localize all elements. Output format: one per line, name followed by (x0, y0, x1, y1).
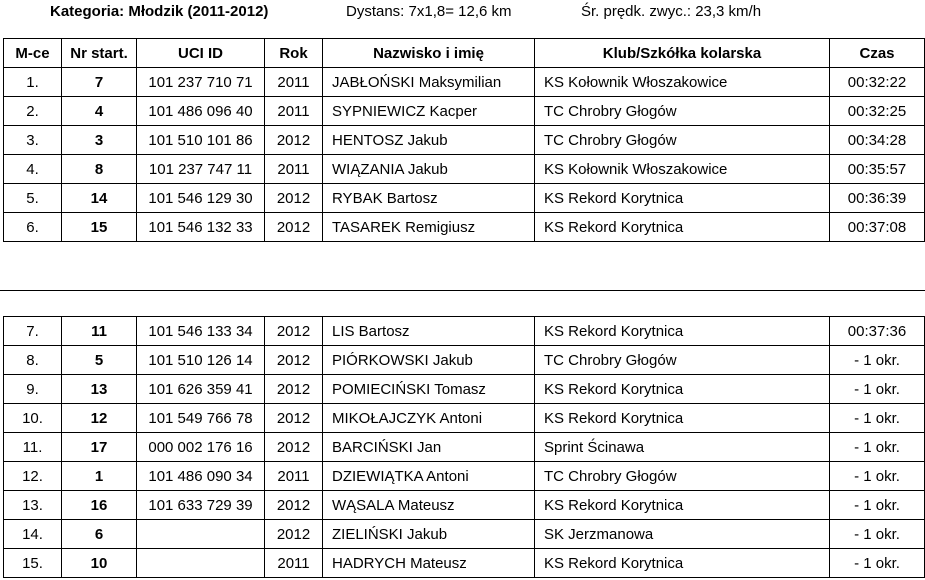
club-cell: KS Rekord Korytnica (535, 549, 830, 578)
year-cell: 2012 (265, 346, 323, 375)
category-label: Kategoria: Młodzik (2011-2012) (50, 3, 269, 20)
time-cell: 00:37:08 (830, 213, 925, 242)
year-cell: 2012 (265, 375, 323, 404)
start-number-cell: 14 (62, 184, 137, 213)
table-row (4, 404, 925, 433)
table-row (4, 346, 925, 375)
distance-label: Dystans: 7x1,8= 12,6 km (346, 3, 512, 20)
time-cell: - 1 okr. (830, 491, 925, 520)
year-cell: 2012 (265, 404, 323, 433)
table-row (4, 317, 925, 346)
time-cell: - 1 okr. (830, 462, 925, 491)
position-cell: 9. (4, 375, 62, 404)
position-cell: 10. (4, 404, 62, 433)
position-cell: 3. (4, 126, 62, 155)
rider-name-cell: PIÓRKOWSKI Jakub (323, 346, 535, 375)
time-cell: - 1 okr. (830, 404, 925, 433)
club-cell: TC Chrobry Głogów (535, 126, 830, 155)
start-number-cell: 15 (62, 213, 137, 242)
table-row (4, 549, 925, 578)
club-cell: KS Rekord Korytnica (535, 317, 830, 346)
rider-name-cell: WĄSALA Mateusz (323, 491, 535, 520)
table-body-bottom (4, 317, 925, 578)
rider-name-cell: LIS Bartosz (323, 317, 535, 346)
start-number-cell: 7 (62, 68, 137, 97)
club-cell: KS Rekord Korytnica (535, 491, 830, 520)
time-cell: - 1 okr. (830, 346, 925, 375)
uci-id-cell: 101 486 096 40 (137, 97, 265, 126)
col-header-position: M-ce (4, 39, 62, 68)
time-cell: 00:36:39 (830, 184, 925, 213)
uci-id-cell: 000 002 176 16 (137, 433, 265, 462)
uci-id-cell: 101 546 133 34 (137, 317, 265, 346)
start-number-cell: 16 (62, 491, 137, 520)
rider-name-cell: WIĄZANIA Jakub (323, 155, 535, 184)
position-cell: 1. (4, 68, 62, 97)
uci-id-cell: 101 237 747 11 (137, 155, 265, 184)
year-cell: 2012 (265, 520, 323, 549)
time-cell: - 1 okr. (830, 375, 925, 404)
rider-name-cell: HADRYCH Mateusz (323, 549, 535, 578)
start-number-cell: 10 (62, 549, 137, 578)
club-cell: KS Kołownik Włoszakowice (535, 68, 830, 97)
position-cell: 2. (4, 97, 62, 126)
uci-id-cell: 101 486 090 34 (137, 462, 265, 491)
table-row (4, 126, 925, 155)
year-cell: 2012 (265, 213, 323, 242)
position-cell: 6. (4, 213, 62, 242)
uci-id-cell (137, 520, 265, 549)
time-cell: 00:32:22 (830, 68, 925, 97)
col-header-uci-id: UCI ID (137, 39, 265, 68)
table-row (4, 68, 925, 97)
club-cell: KS Rekord Korytnica (535, 404, 830, 433)
year-cell: 2012 (265, 184, 323, 213)
position-cell: 11. (4, 433, 62, 462)
club-cell: TC Chrobry Głogów (535, 346, 830, 375)
start-number-cell: 12 (62, 404, 137, 433)
uci-id-cell: 101 237 710 71 (137, 68, 265, 97)
year-cell: 2012 (265, 317, 323, 346)
uci-id-cell: 101 546 129 30 (137, 184, 265, 213)
time-cell: 00:35:57 (830, 155, 925, 184)
year-cell: 2011 (265, 155, 323, 184)
club-cell: KS Kołownik Włoszakowice (535, 155, 830, 184)
rider-name-cell: ZIELIŃSKI Jakub (323, 520, 535, 549)
start-number-cell: 11 (62, 317, 137, 346)
time-cell: - 1 okr. (830, 433, 925, 462)
table-row (4, 433, 925, 462)
start-number-cell: 4 (62, 97, 137, 126)
position-cell: 8. (4, 346, 62, 375)
uci-id-cell: 101 633 729 39 (137, 491, 265, 520)
year-cell: 2011 (265, 549, 323, 578)
position-cell: 7. (4, 317, 62, 346)
position-cell: 13. (4, 491, 62, 520)
position-cell: 14. (4, 520, 62, 549)
col-header-year: Rok (265, 39, 323, 68)
time-cell: 00:34:28 (830, 126, 925, 155)
club-cell: KS Rekord Korytnica (535, 184, 830, 213)
year-cell: 2011 (265, 97, 323, 126)
col-header-time: Czas (830, 39, 925, 68)
rider-name-cell: TASAREK Remigiusz (323, 213, 535, 242)
rider-name-cell: HENTOSZ Jakub (323, 126, 535, 155)
year-cell: 2011 (265, 462, 323, 491)
table-row (4, 491, 925, 520)
club-cell: KS Rekord Korytnica (535, 213, 830, 242)
position-cell: 5. (4, 184, 62, 213)
rider-name-cell: MIKOŁAJCZYK Antoni (323, 404, 535, 433)
year-cell: 2011 (265, 68, 323, 97)
start-number-cell: 3 (62, 126, 137, 155)
rider-name-cell: POMIECIŃSKI Tomasz (323, 375, 535, 404)
position-cell: 4. (4, 155, 62, 184)
table-row (4, 462, 925, 491)
page-break-divider (0, 290, 925, 291)
avg-speed-label: Śr. prędk. zwyc.: 23,3 km/h (581, 3, 762, 20)
year-cell: 2012 (265, 126, 323, 155)
uci-id-cell: 101 546 132 33 (137, 213, 265, 242)
start-number-cell: 8 (62, 155, 137, 184)
time-cell: 00:37:36 (830, 317, 925, 346)
club-cell: TC Chrobry Głogów (535, 97, 830, 126)
start-number-cell: 13 (62, 375, 137, 404)
start-number-cell: 1 (62, 462, 137, 491)
start-number-cell: 5 (62, 346, 137, 375)
table-row (4, 184, 925, 213)
results-table-bottom (3, 316, 925, 578)
rider-name-cell: RYBAK Bartosz (323, 184, 535, 213)
time-cell: - 1 okr. (830, 520, 925, 549)
uci-id-cell: 101 510 126 14 (137, 346, 265, 375)
start-number-cell: 17 (62, 433, 137, 462)
rider-name-cell: SYPNIEWICZ Kacper (323, 97, 535, 126)
table-row (4, 375, 925, 404)
uci-id-cell (137, 549, 265, 578)
table-body-top (4, 68, 925, 242)
rider-name-cell: BARCIŃSKI Jan (323, 433, 535, 462)
col-header-name: Nazwisko i imię (323, 39, 535, 68)
uci-id-cell: 101 510 101 86 (137, 126, 265, 155)
club-cell: KS Rekord Korytnica (535, 375, 830, 404)
table-row (4, 213, 925, 242)
start-number-cell: 6 (62, 520, 137, 549)
col-header-start-number: Nr start. (62, 39, 137, 68)
time-cell: - 1 okr. (830, 549, 925, 578)
club-cell: SK Jerzmanowa (535, 520, 830, 549)
year-cell: 2012 (265, 491, 323, 520)
results-header (0, 0, 925, 28)
position-cell: 15. (4, 549, 62, 578)
year-cell: 2012 (265, 433, 323, 462)
table-row (4, 520, 925, 549)
uci-id-cell: 101 549 766 78 (137, 404, 265, 433)
results-table-top (3, 38, 925, 242)
col-header-club: Klub/Szkółka kolarska (535, 39, 830, 68)
table-row (4, 155, 925, 184)
club-cell: Sprint Ścinawa (535, 433, 830, 462)
uci-id-cell: 101 626 359 41 (137, 375, 265, 404)
club-cell: TC Chrobry Głogów (535, 462, 830, 491)
rider-name-cell: DZIEWIĄTKA Antoni (323, 462, 535, 491)
table-row (4, 97, 925, 126)
time-cell: 00:32:25 (830, 97, 925, 126)
position-cell: 12. (4, 462, 62, 491)
rider-name-cell: JABŁOŃSKI Maksymilian (323, 68, 535, 97)
table-header-row (4, 39, 925, 68)
